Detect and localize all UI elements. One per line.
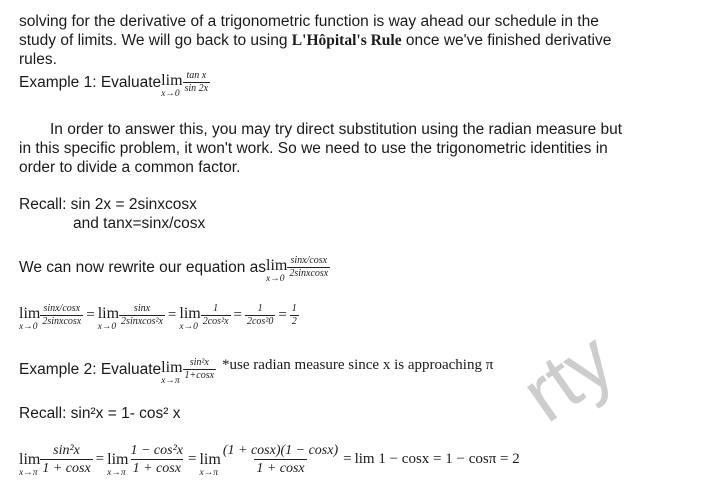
lim-word: lim (199, 451, 221, 468)
numerator: sinx/cosx (290, 254, 328, 266)
intro-line-2 (19, 31, 611, 50)
lim-word: lim (19, 451, 41, 468)
example-2-label: Example 2: Evaluate (19, 360, 162, 378)
rewrite-label: We can now rewrite our equation as (19, 258, 266, 276)
lim-subscript: x→π (161, 376, 180, 386)
fraction (40, 442, 92, 477)
para-line-1: In order to answer this, you may try direct substitution using the radian measure but (50, 121, 623, 138)
limit-operator (107, 452, 128, 478)
numerator: 1 (257, 302, 263, 314)
lim-subscript: x→π (199, 468, 218, 478)
equals-sign: = (278, 306, 287, 323)
equals-sign: = (188, 450, 197, 467)
numerator: 1 (291, 302, 297, 314)
fraction (201, 303, 231, 328)
fraction (221, 442, 340, 477)
fraction (183, 70, 211, 95)
denominator: 1+cosx (184, 369, 215, 381)
para-line-3: order to divide a common factor. (19, 159, 241, 176)
limit-operator (199, 452, 220, 478)
denominator: 1 + cosx (256, 460, 305, 476)
lim-word: lim (107, 451, 129, 468)
lim-subscript: x→π (107, 468, 126, 478)
para-line-2: in this specific problem, it won't work. So we need to use the trigonometric identities in (19, 140, 608, 157)
numerator: 1 (213, 302, 219, 314)
limit-operator (19, 452, 40, 478)
watermark: rty (505, 314, 630, 439)
numerator: (1 + cosx)(1 − cosx) (222, 442, 339, 458)
numerator: sin²x (189, 356, 209, 368)
equals-sign: = (343, 450, 352, 467)
fraction (40, 303, 83, 328)
fraction (183, 357, 217, 382)
denominator: 2cos²x (202, 315, 229, 327)
numerator: sin²x (53, 442, 80, 458)
lim-word: lim (179, 305, 201, 322)
denominator: 2sinxcosx (289, 267, 329, 279)
recall-1-line-2: and tanx=sinx/cosx (73, 215, 206, 232)
denominator: sin 2x (184, 82, 209, 94)
lhopital-rule: L'Hôpital's Rule (291, 32, 402, 49)
numerator: sinx/cosx (43, 302, 81, 314)
lim-subscript: x→0 (97, 322, 117, 332)
example-2 (19, 352, 493, 386)
lim-subscript: x→π (19, 468, 38, 478)
limit-operator (161, 73, 182, 99)
fraction (128, 442, 185, 477)
fraction (119, 303, 165, 328)
fraction (245, 303, 275, 328)
lim-word: lim (161, 72, 183, 89)
numerator: sinx (133, 302, 151, 314)
denominator: 2 (291, 315, 297, 327)
fraction (290, 303, 299, 328)
limit-operator (266, 258, 287, 284)
denominator: 1 + cosx (132, 460, 181, 476)
limit-operator (98, 306, 119, 332)
radian-note: *use radian measure since x is approaching π (222, 357, 494, 373)
equals-sign: = (86, 306, 95, 323)
intro-line-2b: once we've finished derivative (401, 32, 612, 49)
equals-sign: = (95, 450, 105, 467)
limit-operator (161, 360, 182, 386)
numerator: 1 − cos²x (130, 442, 184, 458)
limit-operator (19, 306, 40, 332)
derivation-1 (19, 298, 299, 332)
equals-sign: = (167, 306, 177, 323)
intro-line-1: solving for the derivative of a trigonometric function is way ahead our schedule in the (19, 13, 599, 30)
denominator: 2sinxcosx (42, 315, 82, 327)
derivation-2 (19, 440, 520, 478)
lim-word: lim (19, 305, 41, 322)
recall-1-line-1: Recall: sin 2x = 2sinxcosx (19, 196, 197, 213)
denominator: 2cos²0 (246, 315, 274, 327)
recall-2: Recall: sin²x = 1- cos² x (19, 405, 181, 422)
intro-line-2a: study of limits. We will go back to using (19, 32, 292, 49)
example-1-label: Example 1: Evaluate (19, 73, 162, 91)
intro-line-3: rules. (19, 51, 57, 68)
denominator: 2sinxcos²x (121, 315, 163, 327)
numerator: tan x (186, 69, 207, 81)
fraction (287, 255, 330, 280)
denominator: 1 + cosx (42, 460, 91, 476)
lim-subscript: x→0 (179, 322, 198, 332)
lim-subscript: x→0 (266, 274, 285, 284)
rewrite-line (19, 250, 330, 284)
final-result: lim 1 − cosx = 1 − cosπ = 2 (354, 450, 520, 467)
lim-subscript: x→0 (19, 322, 38, 332)
lim-word: lim (161, 359, 183, 376)
example-1 (19, 65, 210, 99)
lim-word: lim (266, 257, 288, 274)
lim-word: lim (97, 305, 120, 322)
limit-operator (179, 306, 200, 332)
lim-subscript: x→0 (161, 89, 180, 99)
equals-sign: = (233, 306, 242, 323)
